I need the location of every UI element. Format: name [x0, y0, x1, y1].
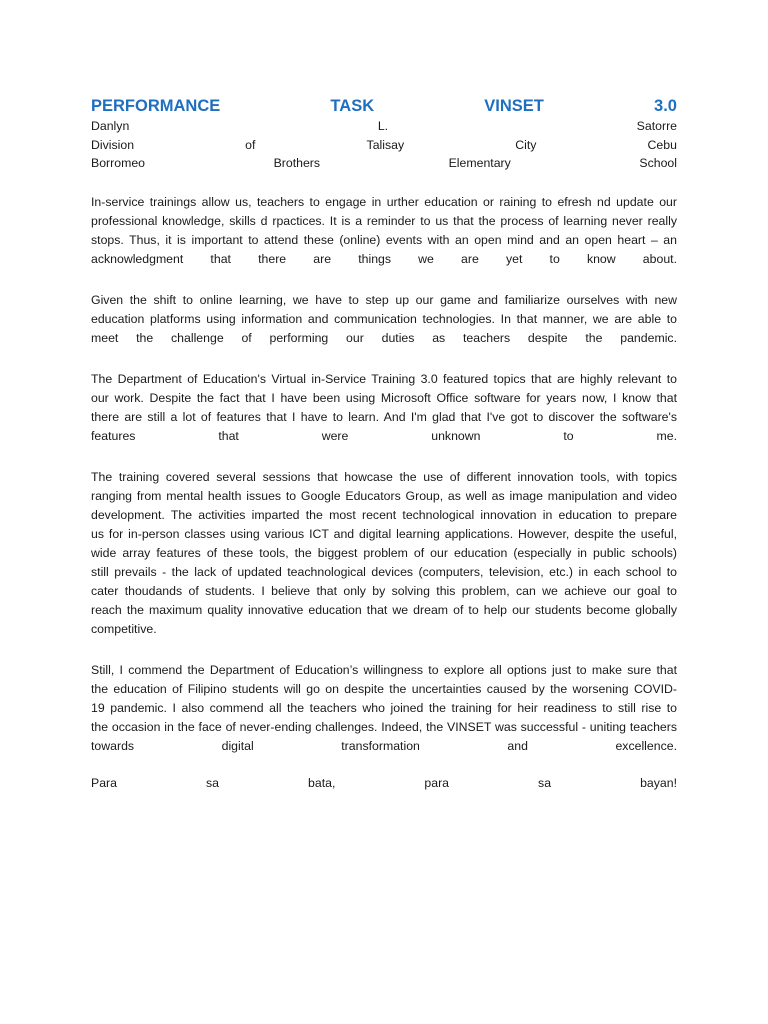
document-title	[91, 95, 677, 117]
author-school	[91, 154, 677, 173]
division-word: Cebu	[647, 137, 677, 152]
division-word: City	[515, 137, 537, 152]
paragraph-1	[91, 193, 677, 269]
paragraph-2	[91, 291, 677, 348]
paragraph-line: Given the shift to online learning, we have to step up our game and familiarize ourselves with new	[91, 292, 677, 307]
closing-slogan	[91, 774, 677, 793]
paragraph-line: The Department of Education's Virtual in-Service Training 3.0 featured topics that are highly relevant to	[91, 371, 677, 386]
paragraph-line: the education of Filipino students will go on despite the uncertainties caused by the worsening COVID-	[91, 681, 677, 696]
paragraph-line: the occasion in the face of never-ending challenges. Indeed, the VINSET was successful - uniting teachers	[91, 719, 677, 734]
paragraph-4	[91, 468, 677, 639]
name-word: Danlyn	[91, 119, 130, 133]
paragraph-line: ranging from mental health issues to Google Educators Group, as well as image manipulation and video	[91, 488, 677, 503]
paragraph-line: meet the challenge of performing our duties as teachers despite the pandemic.	[91, 330, 677, 345]
paragraph-line: 19 pandemic. I also commend all the teachers who joined the training for heir readiness to still rise to	[91, 700, 677, 715]
name-word: Satorre	[636, 119, 677, 133]
paragraph-line: there are still a lot of features that I have to learn. And I'm glad that I've got to discover the software's	[91, 409, 677, 424]
paragraph-line: our work. Despite the fact that I have been using Microsoft Office software for years now, I know that	[91, 390, 677, 405]
title-word: PERFORMANCE	[91, 97, 221, 115]
school-word: School	[639, 156, 677, 170]
paragraph-line: cater thoudands of students. I believe that only by solving this problem, can we achieve our goal to	[91, 583, 677, 598]
paragraph-line: competitive.	[91, 621, 157, 636]
paragraph-line: features that were unknown to me.	[91, 428, 677, 443]
paragraph-3	[91, 370, 677, 446]
school-word: Elementary	[448, 156, 511, 170]
paragraph-line: us for in-person classes using various ICT and digital learning applications. However, despite the useful,	[91, 526, 677, 541]
paragraph-line: Still, I commend the Department of Education’s willingness to explore all options just to make sure that	[91, 662, 677, 677]
paragraph-line: professional knowledge, skills d rpactices. It is a reminder to us that the process of learning never really	[91, 213, 677, 228]
paragraph-5	[91, 661, 677, 756]
paragraph-line: reach the maximum quality innovative education that we dream of to help our students become globally	[91, 602, 677, 617]
author-name	[91, 117, 677, 136]
paragraph-line: wide array features of these tools, the biggest problem of our education (especially in public schools)	[91, 545, 677, 560]
paragraph-line: In-service trainings allow us, teachers to engage in urther education or raining to efresh nd update our	[91, 194, 677, 209]
paragraph-line: stops. Thus, it is important to attend these (online) events with an open mind and an open heart – an	[91, 232, 677, 247]
division-word: of	[245, 137, 256, 152]
title-word: VINSET	[484, 97, 544, 115]
paragraph-line: The training covered several sessions that howcase the use of different innovation tools, with topics	[91, 469, 677, 484]
name-word: L.	[377, 119, 389, 133]
paragraph-line: towards digital transformation and excellence.	[91, 738, 677, 753]
document-page	[91, 95, 677, 793]
title-word: TASK	[330, 97, 375, 115]
school-word: Borromeo	[91, 156, 145, 170]
author-division	[91, 136, 677, 155]
paragraph-line: development. The activities imparted the most recent technological innovation in education to prepare	[91, 507, 677, 522]
title-word: 3.0	[654, 97, 677, 115]
paragraph-line: Para sa bata, para sa bayan!	[91, 775, 677, 790]
paragraph-line: still prevails - the lack of updated teachnological devices (computers, television, etc.) in each school to	[91, 564, 677, 579]
paragraph-line: acknowledgment that there are things we are yet to know about.	[91, 251, 677, 266]
division-word: Talisay	[366, 137, 405, 152]
school-word: Brothers	[273, 156, 321, 170]
paragraph-line: education platforms using information and communication technologies. In that manner, we are able to	[91, 311, 677, 326]
division-word: Division	[91, 137, 135, 152]
